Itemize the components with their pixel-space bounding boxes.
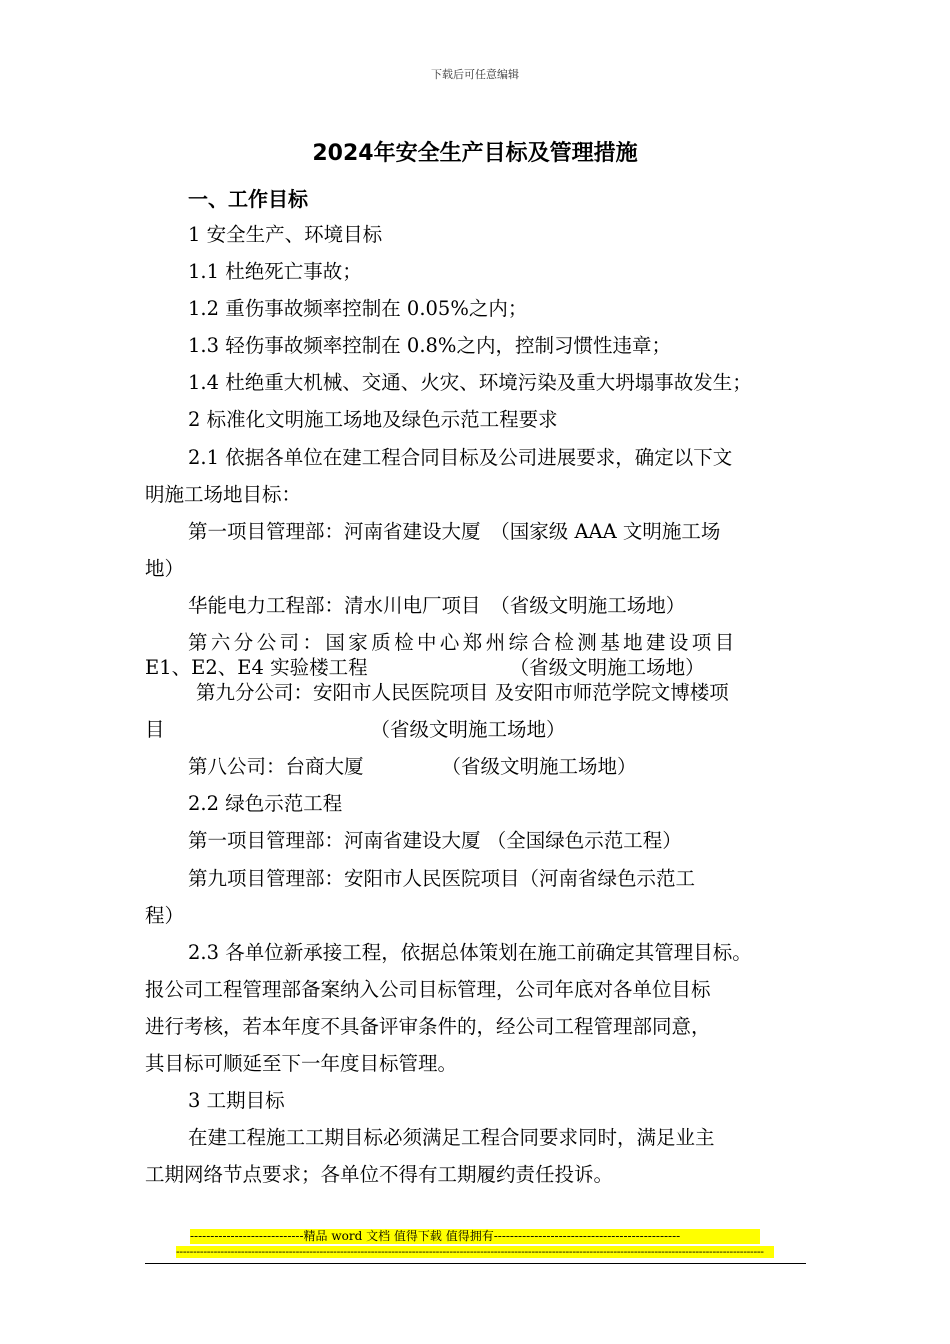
document-title: 2024年安全生产目标及管理措施: [312, 141, 638, 166]
footer-rule: [145, 1263, 806, 1264]
paragraph-line: 程）: [145, 904, 185, 927]
paragraph-line: 1.1 杜绝死亡事故；: [188, 260, 362, 283]
paragraph-line: 在建工程施工工期目标必须满足工程合同要求同时，满足业主: [188, 1126, 715, 1149]
site-level: （省级文明施工场地）: [441, 755, 637, 778]
project-name: 第八公司：台商大厦: [188, 755, 364, 778]
paragraph-line: 第六分公司：国家质检中心郑州综合检测基地建设项目: [188, 631, 738, 654]
paragraph-line: 2.2 绿色示范工程: [188, 792, 343, 815]
paragraph-line: 第一项目管理部：河南省建设大厦 （全国绿色示范工程）: [188, 829, 682, 852]
paragraph-line: 第一项目管理部：河南省建设大厦 （国家级 AAA 文明施工场: [188, 520, 721, 543]
paragraph-line: 工期网络节点要求；各单位不得有工期履约责任投诉。: [145, 1163, 614, 1186]
site-level: （省级文明施工场地）: [509, 656, 705, 679]
site-level: （省级文明施工场地）: [370, 718, 566, 741]
paragraph-line: 2 标准化文明施工场地及绿色示范工程要求: [188, 408, 558, 431]
page-header-note: 下载后可任意编辑: [431, 68, 519, 81]
paragraph-line: 第九分公司：安阳市人民医院项目 及安阳市师范学院文博楼项: [196, 681, 729, 704]
paragraph-line: 第九项目管理部：安阳市人民医院项目（河南省绿色示范工: [188, 867, 696, 890]
paragraph-line: 1.2 重伤事故频率控制在 0.05%之内；: [188, 297, 528, 320]
project-name: 目: [145, 718, 165, 741]
paragraph-line: 华能电力工程部：清水川电厂项目 （省级文明施工场地）: [188, 594, 686, 617]
paragraph-line: 2.1 依据各单位在建工程合同目标及公司进展要求，确定以下文: [188, 446, 733, 469]
paragraph-line: [145, 717, 566, 743]
footer-banner: ----------------------------精品 word 文档 值得下载 值得拥有----------------------------------------------: [190, 1229, 760, 1244]
paragraph-line: 地）: [145, 557, 185, 580]
paragraph-line: 进行考核，若本年度不具备评审条件的，经公司工程管理部同意，: [145, 1015, 711, 1038]
paragraph-line: 1 安全生产、环境目标: [188, 223, 383, 246]
paragraph-line: 1.3 轻伤事故频率控制在 0.8%之内，控制习惯性违章；: [188, 334, 671, 357]
paragraph-line: [145, 655, 705, 681]
paragraph-line: 3 工期目标: [188, 1089, 285, 1112]
paragraph-line: 2.3 各单位新承接工程，依据总体策划在施工前确定其管理目标。: [188, 941, 752, 964]
paragraph-line: 明施工场地目标：: [145, 483, 302, 506]
paragraph-line: [188, 754, 637, 780]
project-name: E1、E2、E4 实验楼工程: [145, 656, 368, 679]
paragraph-line: 1.4 杜绝重大机械、交通、火灾、环境污染及重大坍塌事故发生；: [188, 371, 752, 394]
paragraph-line: 其目标可顺延至下一年度目标管理。: [145, 1052, 458, 1075]
section-heading-work-goals: 一、工作目标: [188, 187, 308, 211]
paragraph-line: 报公司工程管理部备案纳入公司目标管理，公司年底对各单位目标: [145, 978, 711, 1001]
footer-dash-line: ----------------------------------------------------------------------------------------------------------------------------------------------------------------------------: [176, 1246, 774, 1258]
